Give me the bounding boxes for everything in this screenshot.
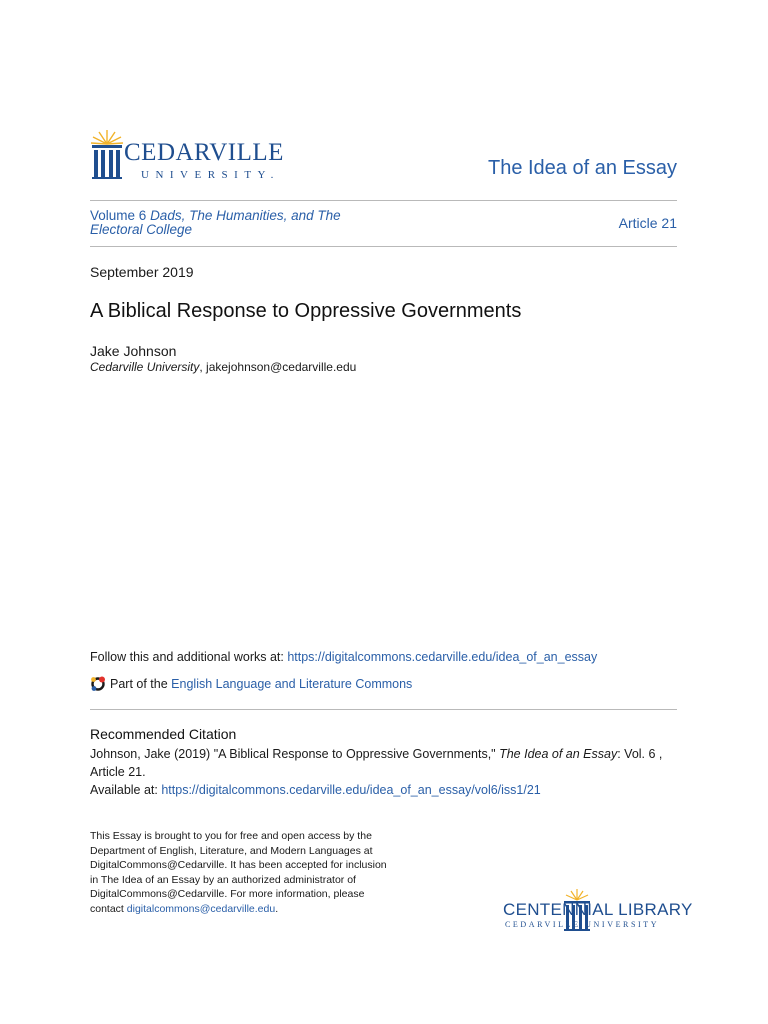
publication-date: September 2019 (90, 264, 194, 280)
centennial-subtitle: CEDARVILLE UNIVERSITY (505, 920, 660, 929)
citation-text (90, 745, 680, 799)
document-title: A Biblical Response to Oppressive Governments (90, 300, 522, 322)
citation-heading: Recommended Citation (90, 726, 237, 742)
author-name: Jake Johnson (90, 343, 177, 359)
volume-link[interactable] (90, 209, 380, 237)
sunburst-icon (91, 130, 123, 144)
citation-journal: The Idea of an Essay (499, 747, 618, 761)
article-number-link[interactable]: Article 21 (618, 215, 677, 231)
centennial-wordmark: CENTENNIAL LIBRARY (503, 900, 693, 919)
pillars-icon (92, 145, 122, 179)
volume-title: Dads, The Humanities, and The Electoral College (90, 208, 341, 237)
divider-issue (90, 246, 677, 247)
available-label: Available at: (90, 783, 162, 797)
sunburst-icon (566, 889, 588, 900)
follow-url-link[interactable]: https://digitalcommons.cedarville.edu/idea_of_an_essay (287, 650, 598, 664)
author-affiliation (90, 360, 356, 374)
journal-title-link[interactable]: The Idea of an Essay (487, 157, 677, 179)
contact-email-link[interactable]: digitalcommons@cedarville.edu (126, 902, 276, 915)
citation-before: Johnson, Jake (2019) "A Biblical Response to Oppressive Governments," (90, 747, 500, 761)
logo-subtitle: UNIVERSITY. (141, 169, 280, 181)
part-of-label: Part of the (110, 677, 168, 691)
logo-wordmark: CEDARVILLE (124, 139, 284, 166)
access-text: This Essay is brought to you for free and open access by the Department of English, Literature, and Modern Languages at DigitalCommons@Cedarville. It has been accepted for inclusion in The Idea of an Essay by an authorized administrator of DigitalCommons@Cedarville. For more information, please contact (90, 830, 387, 915)
part-of-line (90, 676, 412, 692)
commons-link[interactable]: English Language and Literature Commons (171, 677, 413, 691)
follow-label: Follow this and additional works at: (90, 650, 288, 664)
follow-line (90, 650, 597, 664)
network-icon (90, 676, 106, 692)
citation-url-link[interactable]: https://digitalcommons.cedarville.edu/idea_of_an_essay/vol6/iss1/21 (161, 783, 541, 797)
author-email: , jakejohnson@cedarville.edu (199, 360, 357, 374)
citation-after: : Vol. 6 , Article 21. (90, 747, 663, 779)
affiliation-name: Cedarville University (90, 360, 200, 374)
divider-citation (90, 709, 677, 710)
divider-top (90, 200, 677, 201)
volume-prefix: Volume 6 (90, 208, 147, 223)
access-statement (90, 829, 390, 916)
access-end: . (275, 902, 279, 915)
